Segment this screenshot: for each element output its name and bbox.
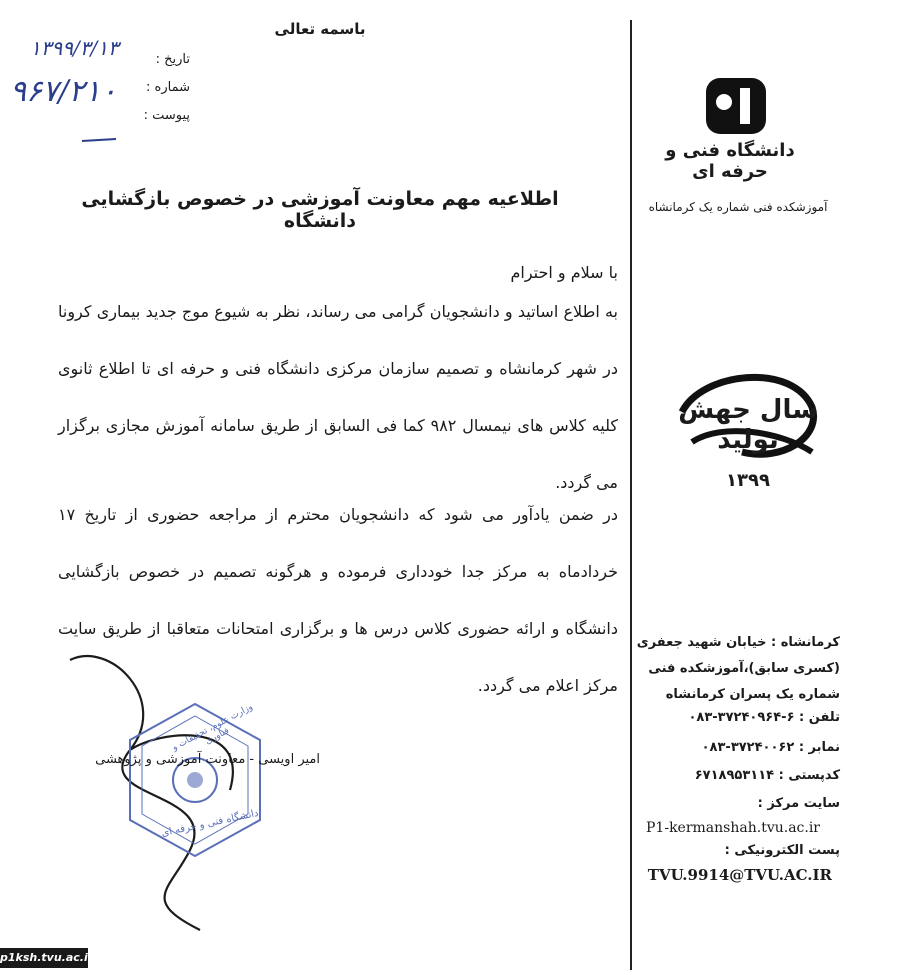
emblem-text: سال جهش تولید	[678, 395, 818, 455]
stamp-text-bottom: دانشگاه فنی و حرفه ای	[160, 807, 260, 840]
address: کرمانشاه : خیابان شهید جعفری (کسری سابق)،آموزشکده فنی شماره یک پسران کرمانشاه	[636, 635, 840, 702]
date-value: ۱۳۹۹/۳/۱۳	[30, 36, 119, 60]
university-logo	[700, 70, 772, 142]
institute-name: آموزشکده فنی شماره یک کرمانشاه	[648, 200, 828, 214]
email-label: پست الکترونیکی :	[724, 843, 840, 858]
number-label: شماره :	[146, 80, 190, 95]
fax: نمابر : ۳۷۲۴۰۰۶۲-۰۸۳	[701, 740, 840, 755]
phone: تلفن : ۶-۳۷۲۴۰۹۶۴-۰۸۳	[688, 710, 840, 725]
emblem-year: ۱۳۹۹	[726, 470, 770, 491]
university-name: دانشگاه فنی و حرفه ای	[665, 140, 795, 182]
footer-watermark: p1ksh.tvu.ac.ir	[0, 948, 88, 968]
email-link[interactable]: TVU.9914@TVU.AC.IR	[647, 866, 832, 884]
column-divider	[630, 20, 632, 970]
stamp-text-top: وزارت علوم، تحقیقات و فناوری	[170, 702, 255, 754]
postal-code: کدپستی : ۶۷۱۸۹۵۳۱۱۴	[694, 768, 840, 783]
site-label: سایت مرکز :	[757, 796, 840, 811]
attachment-label: پیوست :	[143, 108, 190, 123]
basmala: باسمه تعالی	[274, 20, 366, 38]
page-title: اطلاعیه مهم معاونت آموزشی در خصوص بازگشایی دانشگاه	[81, 188, 559, 232]
logo-icon	[700, 70, 772, 142]
logo-text	[700, 70, 701, 71]
pen-dash	[80, 135, 120, 147]
greeting: با سلام و احترام	[510, 263, 618, 282]
body-paragraph-1: به اطلاع اساتید و دانشجویان گرامی می رساند، نظر به شیوع موج جدید بیماری کرونا در شهر کرمانشاه و تصمیم سازمان مرکزی دانشگاه فنی و حرفه ای تا اطلاع ثانوی کلیه کلاس های نیمسال ۹۸۲ کما فی السابق از طریق سامانه آموزش مجازی برگزار می گردد.	[58, 302, 619, 492]
number-value: ۹۶۷/۲۱۰	[10, 74, 117, 109]
signature-line: امیر اویسی - معاونت آموزشی و پژوهشی	[95, 752, 320, 767]
body-paragraph-2: در ضمن یادآور می شود که دانشجویان محترم از مراجعه حضوری از تاریخ ۱۷ خردادماه به مرکز جدا خودداری فرموده و هرگونه تصمیم در خصوص بازگشایی دانشگاه و ارائه حضوری کلاس درس ها و برگزاری امتحانات متعاقبا از طریق سایت مرکز اعلام می گردد.	[58, 505, 618, 695]
site-link[interactable]: P1-kermanshah.tvu.ac.ir	[646, 820, 820, 836]
date-label: تاریخ :	[155, 52, 190, 67]
